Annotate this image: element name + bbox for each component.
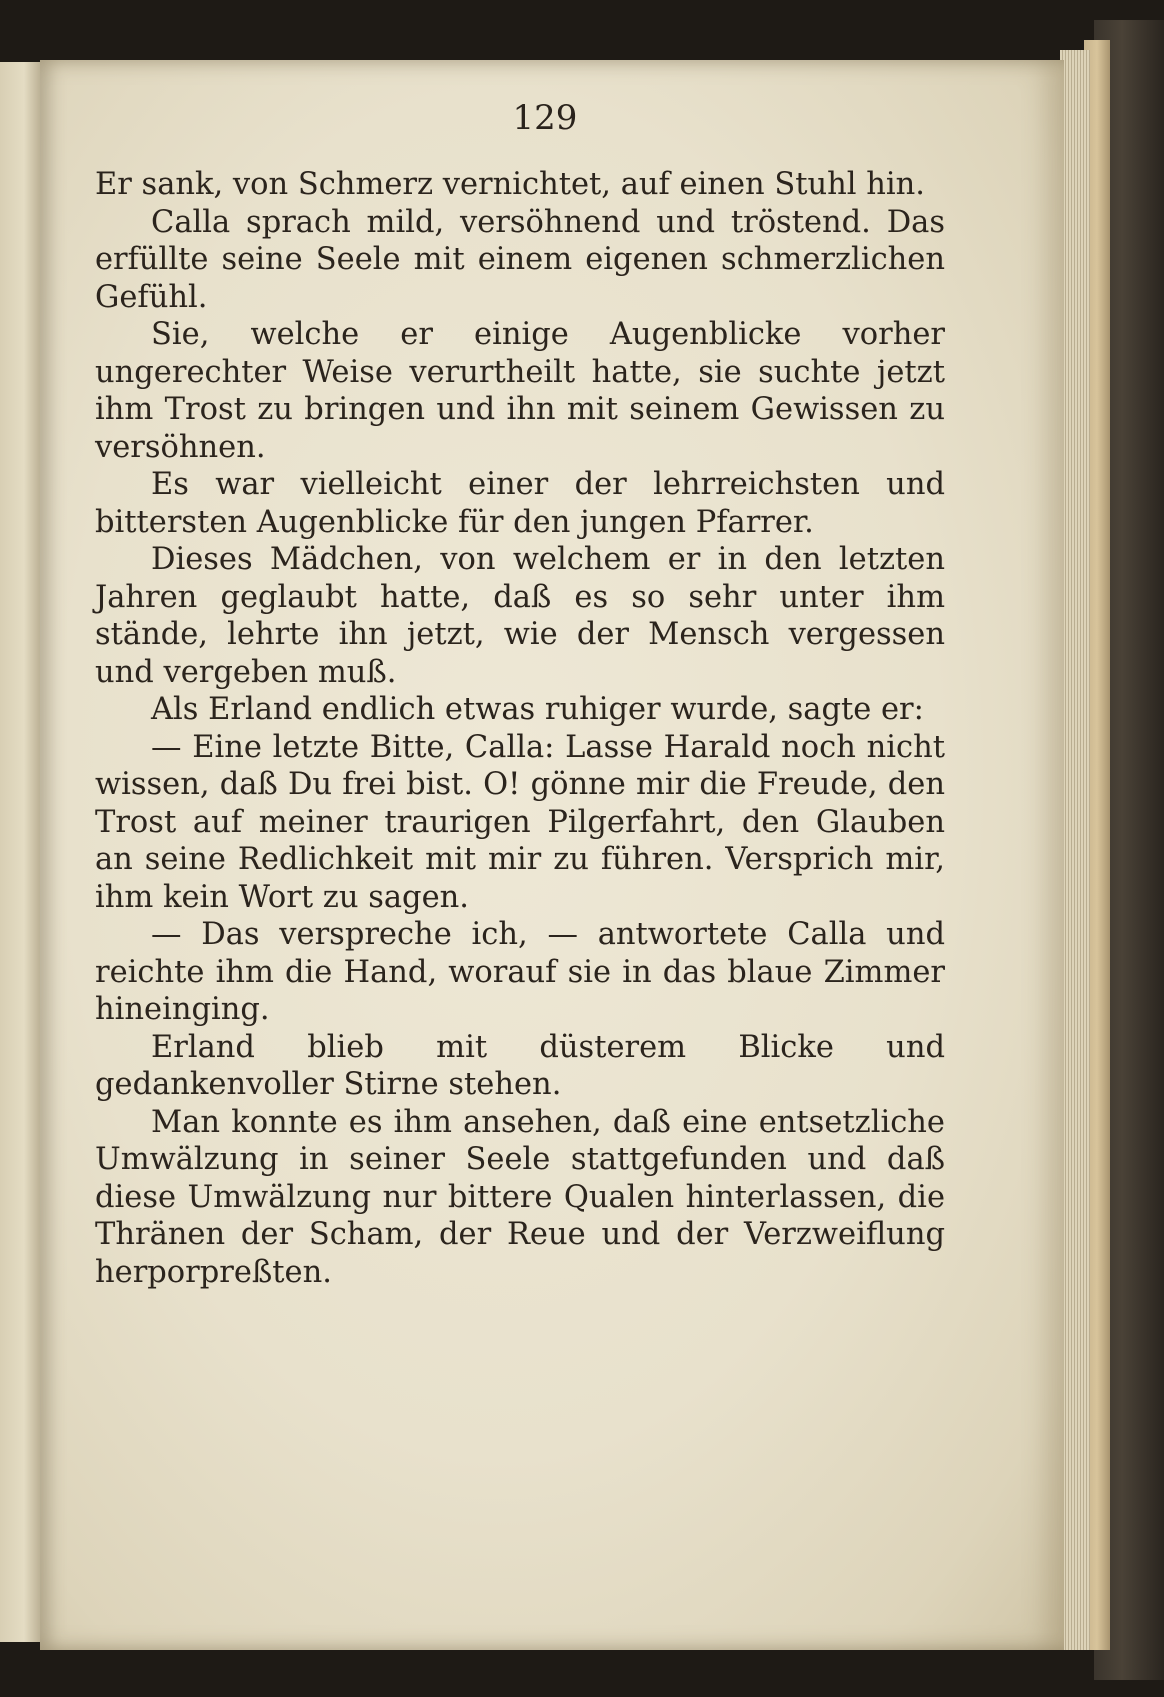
paragraph-4: Es war vielleicht einer der lehrreichsten und bittersten Augenblicke für den jungen Pfarrer. <box>95 467 945 540</box>
book-page <box>40 60 1064 1650</box>
paragraph-8: — Das verspreche ich, — antwortete Calla und reichte ihm die Hand, worauf sie in das blaue Zimmer hineinging. <box>95 917 945 1027</box>
body-text <box>95 166 945 1291</box>
paragraph-5: Dieses Mädchen, von welchem er in den letzten Jahren geglaubt hatte, daß es so sehr unter ihm stände, lehrte ihn jetzt, wie der Mensch vergessen und vergeben muß. <box>95 542 945 690</box>
paragraph-2: Calla sprach mild, versöhnend und tröstend. Das erfüllte seine Seele mit einem eigenen schmerzlichen Gefühl. <box>95 204 945 315</box>
paragraph-9: Erland blieb mit düsterem Blicke und gedankenvoller Stirne stehen. <box>95 1029 945 1102</box>
paragraph-7: — Eine letzte Bitte, Calla: Lasse Harald noch nicht wissen, daß Du frei bist. O! gönne mir die Freude, den Trost auf meiner traurigen Pilgerfahrt, den Glauben an seine Redlichkeit mit mir zu führen. Versprich mir, ihm kein Wort zu sagen. <box>95 729 945 915</box>
paragraph-10: Man konnte es ihm ansehen, daß eine entsetzliche Umwälzung in seiner Seele stattgefunden und daß diese Umwälzung nur bittere Qualen hinterlassen, die Thränen der Scham, der Reue und der Verzweiflung herporpreßten. <box>95 1104 945 1290</box>
page-number: 129 <box>512 98 578 138</box>
paragraph-3: Sie, welche er einige Augenblicke vorher ungerechter Weise verurtheilt hatte, sie suchte jetzt ihm Trost zu bringen und ihn mit seinem Gewissen zu versöhnen. <box>95 317 945 465</box>
paragraph-1: Er sank, von Schmerz vernichtet, auf einen Stuhl hin. <box>95 167 925 202</box>
paragraph-6: Als Erland endlich etwas ruhiger wurde, sagte er: <box>151 692 924 727</box>
page-stack-edge <box>1060 50 1090 1650</box>
previous-page-edge <box>0 62 40 1642</box>
